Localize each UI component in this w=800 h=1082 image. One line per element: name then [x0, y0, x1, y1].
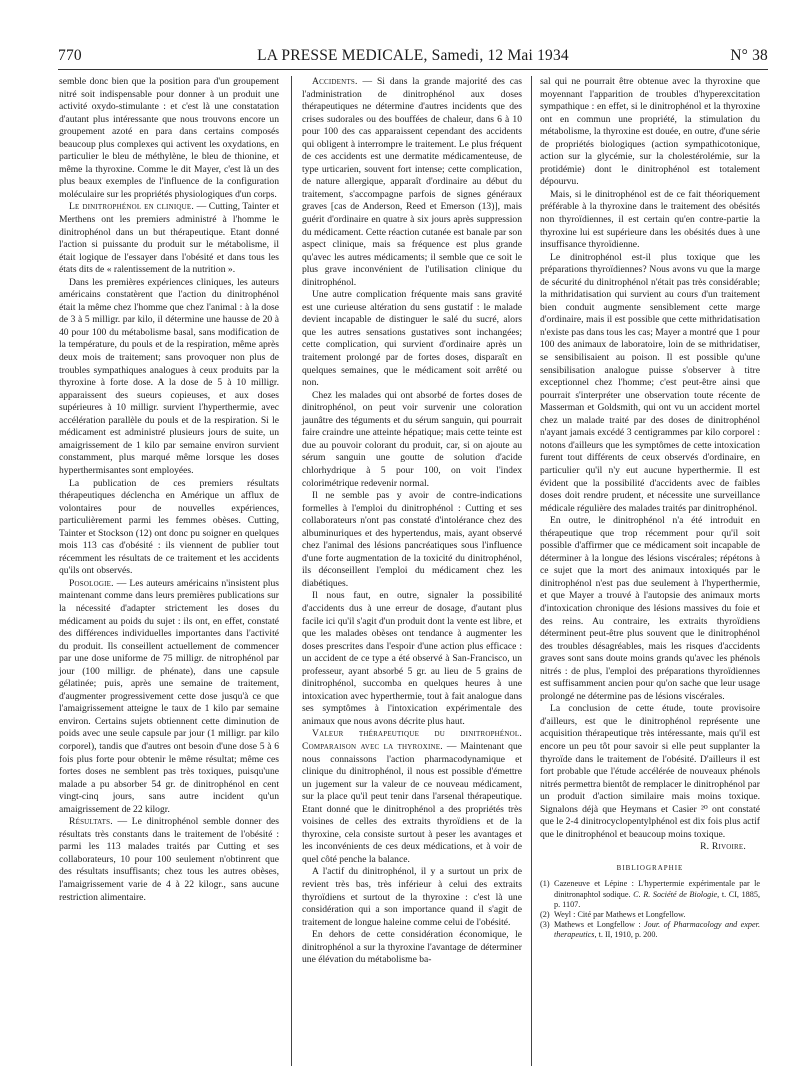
journal-title: LA PRESSE MEDICALE, Samedi, 12 Mai 1934	[257, 47, 569, 64]
paragraph-text: — Si dans la grande majorité des cas l'administration de dinitrophénol aux doses thérapeutiques ne détermine d'autres incidents que des crises sudorales ou des bouffées de chaleur, dans 6 à 10 pour 100 des cas apparaissent cependant des accidents qui obligent à interrompre le traitement. Le plus fréquent de ces accidents est une dermatite médicamenteuse, de type urticarien, souvent fort intense; cette complication, de nature allergique, apparaît d'ordinaire au début du traitement, s'accompagne parfois de signes généraux graves [cas de Anderson, Reed et Emerson (13)], mais guérit d'ordinaire en quatre à six jours après suppression du médicament. Cette réaction cutanée est banale par son aspect clinique, mais sa fréquence est plus grande qu'avec les autres médicaments; il semble que ce soit le plus grave inconvénient de l'utilisation clinique du dinitrophénol.	[302, 76, 522, 288]
paragraph-clinique	[59, 201, 279, 276]
paragraph: Mais, si le dinitrophénol est de ce fait théoriquement préférable à la thyroxine dans le traitement des obésités non thyroïdiennes, il est certain qu'en contre-partie la thyroxine lui est supérieure dans les obésités dues à une insuffisance thyroïdienne.	[540, 188, 760, 251]
header-rule	[58, 69, 768, 70]
ref-number: (1)	[540, 879, 550, 889]
paragraph: Chez les malades qui ont absorbé de fortes doses de dinitrophénol, on peut voir survenir une coloration jaunâtre des téguments et du sérum sanguin, qui pourrait faire craindre une atteinte hépatique; mais cette teinte est due au pouvoir colorant du produit, car, si on ajoute au sérum sanguin une goutte de solution d'acide chlorhydrique à 5 pour 100, on voit l'index colorimétrique redevenir normal.	[302, 389, 522, 489]
paragraph-text: — Cutting, Tainter et Merthens ont les premiers administré à l'homme le dinitrophénol dans un but thérapeutique. Etant donné l'action si puissante du produit sur le métabolisme, il était logique de l'essayer dans l'obésité et dans tous les états dits de « ralentissement de la nutrition ».	[59, 201, 280, 276]
bibliography-entry	[540, 879, 760, 910]
bibliography-entry	[540, 920, 760, 940]
section-heading: Le dinitrophénol en clinique.	[69, 201, 194, 213]
paragraph: En dehors de cette considération économique, le dinitrophénol a sur la thyroxine l'avantage de déterminer une élévation du métabolisme ba-	[302, 929, 522, 966]
section-heading: Posologie.	[69, 577, 114, 589]
issue-number: N° 38	[730, 47, 768, 64]
paragraph-text: — Le dinitrophénol semble donner des résultats très constants dans le traitement de l'obésité : parmi les 113 malades traités par Cutting et ses collaborateurs, 10 pour 100 seulement n'obtinrent que des résultats insuffisants; chez tous les autres obèses, l'amaigrissement varie de 4 à 22 kilogr., sans aucune restriction alimentaire.	[59, 816, 279, 903]
ref-details: , t. II, 1910, p. 200.	[594, 930, 658, 940]
column-middle	[302, 76, 522, 967]
paragraph: Il ne semble pas y avoir de contre-indications formelles à l'emploi du dinitrophénol : Cutting et ses collaborateurs n'ont pas constaté d'intolérance chez des albuminuriques et des hypertendus, mais, ayant observé chez l'animal des lésions pancréatiques sous l'influence d'une forte augmentation de la toxicité du dinitrophénol, ils déconseillent l'emploi du médicament chez les diabétiques.	[302, 490, 522, 589]
paragraph: Une autre complication fréquente mais sans gravité est une curieuse altération du sens gustatif : le malade devient incapable de distinguer le salé du sucré, alors que les autres sensations gustatives sont inchangées; cette complication, qui survient d'ordinaire après un traitement prolongé par de fortes doses, disparaît en quelques semaines, que le médicament soit arrêté ou non.	[302, 289, 522, 389]
ref-number: (2)	[540, 910, 550, 920]
running-header	[58, 46, 768, 68]
paragraph: La conclusion de cette étude, toute provisoire d'ailleurs, est que le dinitrophénol représente une acquisition thérapeutique très intéressante, mais qu'il est encore un peu tôt pour savoir si elle peut supplanter la thyroïde dans le traitement de l'obésité. D'ailleurs il est fort probable que l'étude accélérée de nouveaux phénols nitrés permettra bientôt de remplacer le dinitrophénol par un produit d'action similaire mais moins toxique. Signalons déjà que Heymans et Casier ²⁰ ont constaté que le 2-4 dinitrocyclopentylphénol est dix fois plus actif que le dinitrophénol et beaucoup moins toxique.	[540, 703, 760, 840]
paragraph: En outre, le dinitrophénol n'a été introduit en thérapeutique que trop récemment pour qu'il soit possible d'affirmer que ce médicament soit incapable de déterminer à la longue des lésions viscérales; répétons à ce sujet que la mort des animaux intoxiqués par le dinitrophénol n'est pas due seulement à l'hyperthermie, et que Mayer a trouvé à l'autopsie des animaux morts d'intoxication chronique des lésions massives du foie et des reins. Au contraire, les extraits thyroïdiens déterminent peut-être plus souvent que le dinitrophénol des troubles désagréables, mais les risques d'accidents graves sont sans doute moins grands qu'avec les phénols nitrés : de plus, l'emploi des préparations thyroïdiennes est suffisamment ancien pour qu'on sache que leur usage prolongé ne détermine pas de lésions viscérales.	[540, 515, 760, 702]
paragraph: La publication de ces premiers résultats thérapeutiques déclencha en Amérique un afflux de volontaires pour de nouvelles expériences, particulièrement parmi les femmes obèses. Cutting, Tainter et Stockson (12) ont donc pu soigner en quelques mois 113 cas d'obésité : ils viennent de publier tout récemment les résultats de ce traitement et les accidents qu'ils ont observés.	[59, 477, 279, 577]
author-signature: R. Rivoire.	[700, 841, 746, 853]
paragraph: Dans les premières expériences cliniques, les auteurs américains constatèrent que l'action du dinitrophénol était la même chez l'homme que chez l'animal : à la dose de 3 à 5 milligr. par kilo, il détermine une hausse de 20 à 40 pour 100 du métabolisme basal, sans modification de la température, du pouls et de la respiration, même après deux mois de traitement; sans provoquer non plus de troubles sympathiques analogues à ceux produits par la thyroxine à forte dose. A la dose de 5 à 10 milligr. apparaissent des sueurs copieuses, et aux doses supérieures à 10 milligr. survient l'hyperthermie, avec accélération parallèle du pouls et de la respiration. Si le médicament est administré plusieurs jours de suite, un amaigrissement de 1 kilo par semaine environ survient constamment, plus marqué même lorsque les doses hyperthermisantes sont employées.	[59, 276, 279, 476]
section-heading: Valeur thérapeutique du dinitrophénol. Comparaison avec la thyroxine.	[302, 728, 522, 752]
paragraph-resultats	[59, 816, 279, 904]
ref-journal: C. R. Société de Biologie	[633, 889, 718, 899]
bibliography-heading: BIBLIOGRAPHIE	[616, 863, 684, 872]
ref-authors: Weyl : Cité par Mathews et Longfellow.	[554, 910, 686, 920]
section-heading: Accidents.	[312, 76, 358, 87]
column-divider	[531, 76, 532, 1066]
paragraph-valeur	[302, 728, 522, 866]
ref-journal: Jour. of Pharmacology and exper. therapeutics	[554, 920, 760, 940]
bibliography-entry	[540, 910, 760, 920]
ref-authors: Cazeneuve et Lépine : L'hypertermie expérimentale par le dinitronaphtol sodique.	[554, 879, 760, 899]
ref-authors: Mathews et Longfellow :	[554, 920, 645, 930]
ref-details: , t. CI, 1885, p. 1107.	[554, 889, 760, 909]
column-right	[540, 76, 760, 941]
column-left	[59, 76, 279, 904]
paragraph: Le dinitrophénol est-il plus toxique que les préparations thyroïdiennes? Nous avons vu que la marge de sécurité du dinitrophénol n'était pas très considérable; la mithridatisation qui survient au cours d'un traitement bien conduit augmente sensiblement cette marge d'ordinaire, mais il est possible que cette mithridatisation n'existe pas dans tous les cas; Mayer a montré que 1 pour 100 des animaux de laboratoire, loin de se mithridatiser, se sensibilisaient au poison. Il est possible qu'une sensibilisation analogue puisse s'observer à titre exceptionnel chez l'homme; c'est peut-être ainsi que pourrait s'interpréter une observation toute récente de Masserman et Goldsmith, qui ont vu un accident mortel chez un malade traité par des doses de dinitrophénol n'ayant jamais excédé 3 centigrammes par kilo corporel : notons d'ailleurs que les symptômes de cette intoxication furent tout différents de ceux observés d'ordinaire, en particulier qu'il n'y eut aucune hyperthermie. Il est évident que la possibilité d'accidents avec de faibles doses doit rendre prudent, et nécessite une surveillance médicale régulière des malades traités par dinitrophénol.	[540, 251, 760, 514]
column-divider	[291, 76, 292, 1066]
page-number: 770	[58, 47, 82, 64]
paragraph-posologie	[59, 578, 279, 816]
paragraph-accidents	[302, 76, 522, 289]
paragraph-text: — Les auteurs américains n'insistent plus maintenant comme dans leurs premières publications sur la nécessité d'adapter strictement les doses du médicament au poids du sujet : ils ont, en effet, constaté des différences individuelles importantes dans l'activité du produit. Ils conseillent actuellement de commencer par une dose uniforme de 75 milligr. de nitrophénol par jour (100 milligr. de phénate), dans une capsule gélatinée; puis, après une semaine de traitement, d'augmenter progressivement cette dose jusqu'à ce que l'amaigrissement atteigne le taux de 1 kilo par semaine environ. Certains sujets obtiennent cette diminution de poids avec une seule capsule par jour (1 milligr. par kilo corporel), tandis que d'autres ont besoin d'une dose 5 à 6 fois plus forte pour obtenir le même résultat; même ces fortes doses ne semblent pas très toxiques, puisqu'une malade a pu absorber 54 gr. de dinitrophénol en cent vingt-cinq jours, sans autre incident qu'un amaigrissement de 22 kilogr.	[59, 577, 279, 815]
paragraph-text: — Maintenant que nous connaissons l'action pharmacodynamique et clinique du dinitrophénol, il nous est possible d'émettre un jugement sur la valeur de ce nouveau médicament, sur la place qu'il peut tenir dans l'arsenal thérapeutique. Etant donné que le dinitrophénol a des propriétés très voisines de celles des extraits thyroïdiens et de la thyroxine, cela consiste surtout à peser les avantages et les inconvénients de ces deux médications, et à voir de quel côté penche la balance.	[302, 740, 522, 865]
paragraph: A l'actif du dinitrophénol, il y a surtout un prix de revient très bas, très inférieur à celui des extraits thyroïdiens et surtout de la thyroxine : c'est là une considération qui a son importance quand il s'agit de traitement de longue haleine comme celui de l'obésité.	[302, 866, 522, 928]
paragraph: sal qui ne pourrait être obtenue avec la thyroxine que moyennant l'apparition de troubles d'hyperexcitation sympathique : en effet, si le dinitrophénol et la thyroxine ont en commun une propriété, la stimulation du métabolisme, la thyroxine est douée, en outre, d'une série de propriétés biologiques (action sympathicotonique, action sur la glycémie, sur la cholestérolémie, sur la protidémie) dont le dinitrophénol est totalement dépourvu.	[540, 76, 760, 188]
section-heading: Résultats.	[69, 816, 113, 828]
ref-number: (3)	[540, 920, 550, 930]
paragraph: Il nous faut, en outre, signaler la possibilité d'accidents dus à une erreur de dosage, d'autant plus facile ici qu'il s'agit d'un produit dont la vente est libre, et que les malades obèses ont tendance à augmenter les doses prescrites dans l'espoir d'une action plus efficace : un accident de ce type a été observé à San-Francisco, un professeur, ayant absorbé 5 gr. au lieu de 5 grains de dinitrophénol, succomba en quelques heures à une intoxication avec hyperthermie, tout à fait analogue dans ses symptômes à l'intoxication expérimentale des animaux que nous avons décrite plus haut.	[302, 590, 522, 727]
paragraph: semble donc bien que la position para d'un groupement nitré soit indispensable pour donner à un produit une activité oxydo-stimulante : et c'est là une constatation d'autant plus intéressante que nous trouvons encore un groupement azoté en para dans certains composés beaucoup plus complexes qui activent les oxydations, en particulier le bleu de méthylène, le bleu de thionine, et même la thyroxine. Comme le dit Mayer, c'est là un des plus beaux exemples de l'influence de la configuration moléculaire sur les propriétés physiologiques d'un corps.	[59, 76, 279, 200]
